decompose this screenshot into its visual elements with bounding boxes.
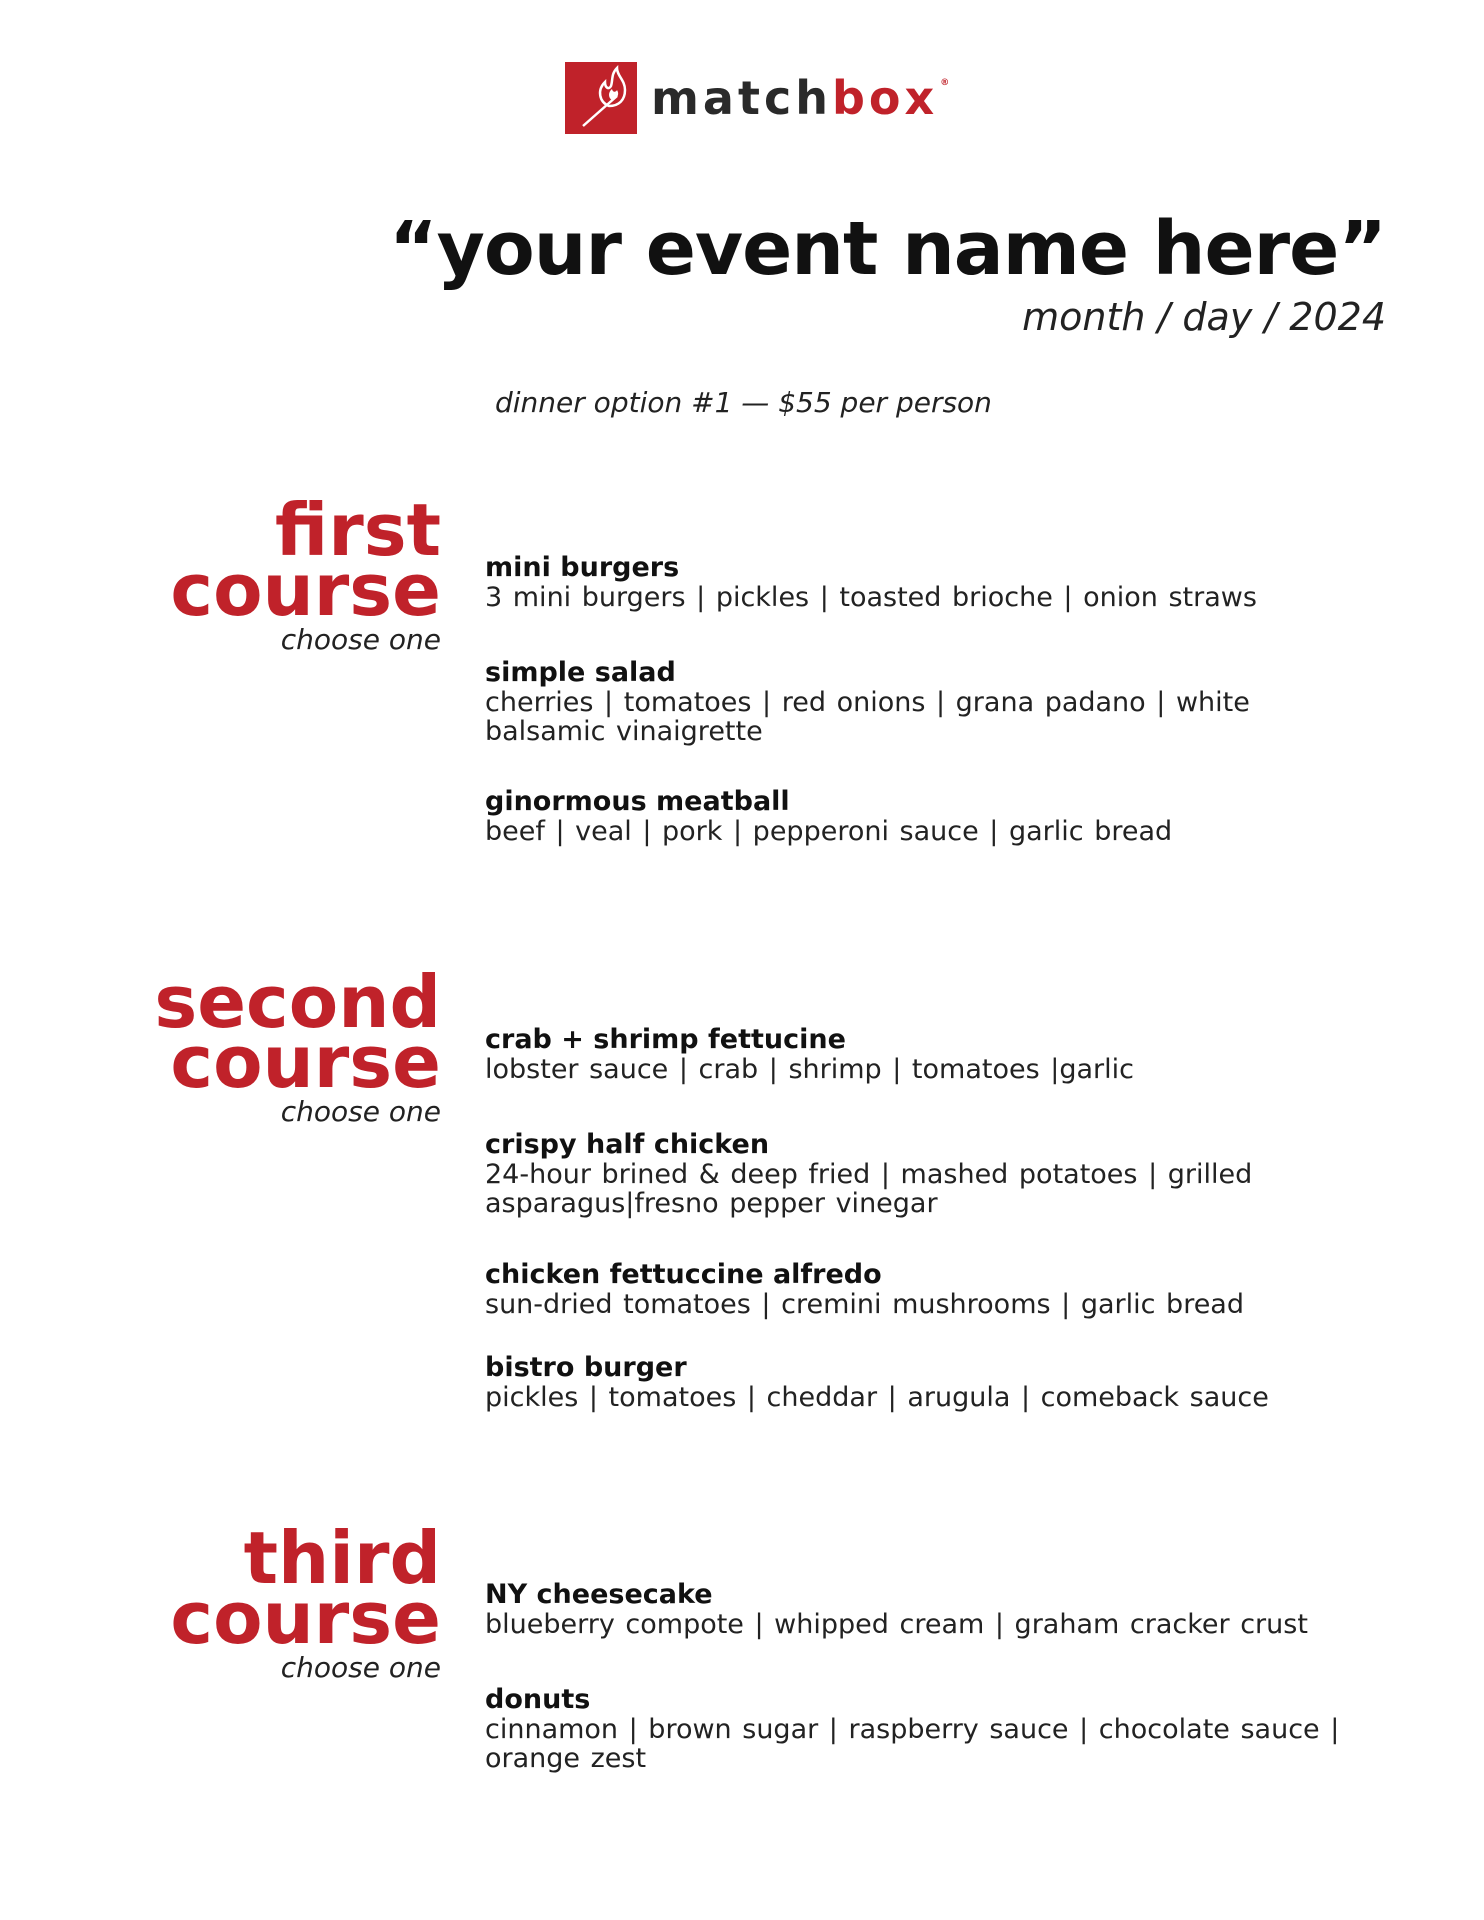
course-instruction: choose one	[280, 623, 441, 656]
matchbox-logo	[565, 62, 949, 134]
logo-word-match: match	[651, 71, 832, 125]
event-title: “your event name here”	[389, 206, 1386, 292]
dish-name: ginormous meatball	[485, 786, 790, 817]
menu-item	[485, 1130, 1365, 1218]
course-heading-word: course	[170, 1020, 441, 1104]
dish-name: crispy half chicken	[485, 1129, 770, 1160]
dish-name: donuts	[485, 1684, 591, 1715]
event-header	[389, 206, 1386, 339]
course-instruction: choose one	[280, 1095, 441, 1128]
course-heading-word: course	[170, 1576, 441, 1660]
dish-description: pickles | tomatoes | cheddar | arugula | comeback sauce	[485, 1382, 1269, 1413]
logo-registered-mark: ®	[940, 78, 950, 88]
third-course-heading	[170, 1516, 441, 1684]
course-heading-word: third	[243, 1516, 441, 1600]
dish-description: cinnamon | brown sugar | raspberry sauce | chocolate sauce | orange zest	[485, 1714, 1340, 1774]
course-heading-word: second	[154, 960, 441, 1044]
logo-word-box: box	[831, 71, 939, 125]
dish-description: cherries | tomatoes | red onions | grana padano | white balsamic vinaigrette	[485, 687, 1250, 747]
second-course-heading	[154, 960, 441, 1128]
dish-description: 3 mini burgers | pickles | toasted brioche | onion straws	[485, 582, 1257, 613]
menu-item	[485, 658, 1365, 746]
menu-item	[485, 1025, 1365, 1084]
menu-item	[485, 1260, 1365, 1319]
dinner-option-price: dinner option #1 — $55 per person	[495, 386, 992, 419]
logo-wordmark	[651, 71, 950, 125]
dish-name: NY cheesecake	[485, 1579, 713, 1610]
dish-description: sun-dried tomatoes | cremini mushrooms | garlic bread	[485, 1289, 1244, 1320]
course-heading-word: course	[170, 548, 441, 632]
dish-name: mini burgers	[485, 552, 680, 583]
dish-name: bistro burger	[485, 1352, 687, 1383]
first-course-heading	[170, 488, 441, 656]
dish-description: blueberry compote | whipped cream | graham cracker crust	[485, 1609, 1308, 1640]
menu-item	[485, 1685, 1365, 1773]
dish-name: simple salad	[485, 657, 676, 688]
course-instruction: choose one	[280, 1651, 441, 1684]
dish-description: lobster sauce | crab | shrimp | tomatoes |garlic	[485, 1054, 1134, 1085]
event-date: month / day / 2024	[1022, 295, 1386, 339]
course-heading-word: first	[274, 488, 441, 572]
dish-description: beef | veal | pork | pepperoni sauce | garlic bread	[485, 816, 1173, 847]
dish-description: 24-hour brined & deep fried | mashed potatoes | grilled asparagus|fresno pepper vinegar	[485, 1159, 1253, 1219]
menu-item	[485, 1580, 1365, 1639]
dish-name: chicken fettuccine alfredo	[485, 1259, 882, 1290]
menu-item	[485, 553, 1365, 612]
menu-item	[485, 1353, 1365, 1412]
match-flame-icon	[565, 62, 637, 134]
dish-name: crab + shrimp fettucine	[485, 1024, 846, 1055]
menu-item	[485, 787, 1365, 846]
